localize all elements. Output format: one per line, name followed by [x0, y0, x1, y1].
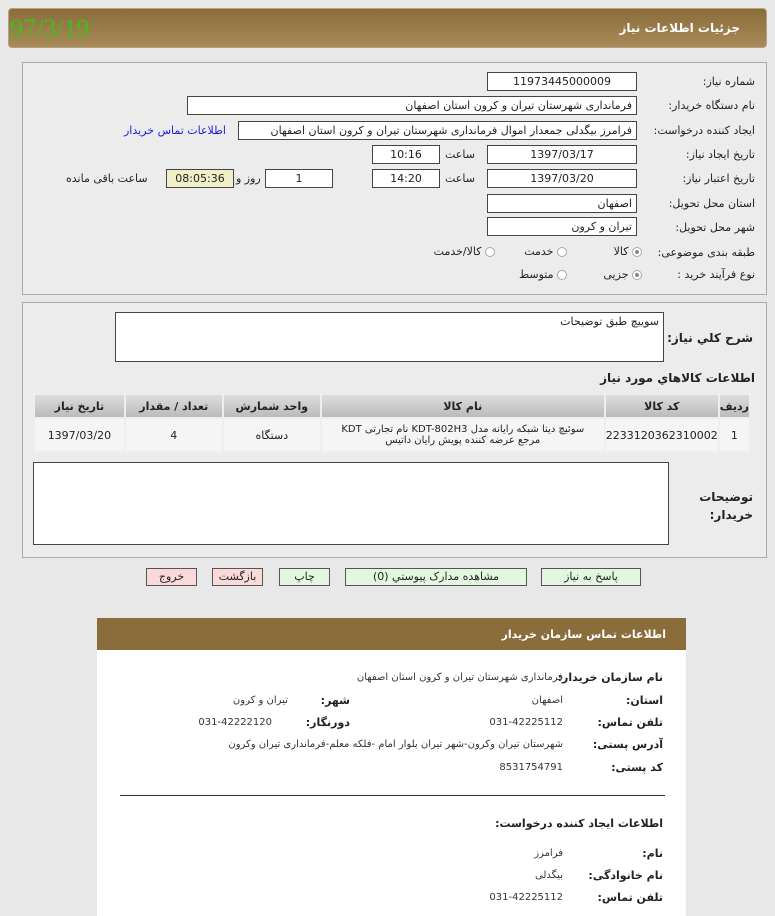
city-label: شهر: — [320, 694, 350, 707]
table-row — [34, 418, 750, 452]
radio-icon — [632, 247, 642, 257]
buyer-org-label: نام دستگاه خریدار: — [668, 99, 755, 112]
hour-label: ساعت — [445, 172, 475, 185]
family-value: بیگدلی — [535, 870, 563, 881]
days-label: روز و — [236, 172, 261, 185]
category-both-radio[interactable] — [434, 245, 495, 258]
created-date-field[interactable]: 1397/03/17 — [487, 145, 637, 164]
divider — [120, 795, 665, 796]
radio-icon — [557, 270, 567, 280]
buyer-contact-link[interactable]: اطلاعات تماس خریدار — [124, 124, 226, 137]
category-label: طبقه بندی موضوعی: — [657, 246, 755, 259]
validity-date-label: تاریخ اعتبار نیاز: — [682, 172, 755, 185]
cell-unit: دستگاه — [223, 418, 321, 452]
buyer-notes-label — [699, 488, 753, 524]
remaining-time: 08:05:36 — [166, 169, 234, 188]
city-label: شهر محل تحویل: — [675, 221, 755, 234]
exit-button[interactable]: خروج — [146, 568, 197, 586]
remaining-label: ساعت باقی مانده — [66, 172, 148, 185]
reply-button[interactable]: پاسخ به نیاز — [541, 568, 641, 586]
col-header: تاریخ نیاز — [34, 394, 125, 418]
process-label: نوع فرآیند خرید : — [677, 268, 755, 281]
fax-label: دورنگار: — [305, 716, 350, 729]
goods-table — [33, 393, 751, 453]
phone-value: 031-42225112 — [489, 717, 563, 728]
radio-label: خدمت — [524, 245, 554, 258]
back-button[interactable]: بازگشت — [212, 568, 263, 586]
province-field[interactable]: اصفهان — [487, 194, 637, 213]
org-label: نام سازمان خریدار: — [557, 671, 663, 684]
col-header: رديف — [719, 394, 750, 418]
goods-section-title: اطلاعات کالاهاي مورد نياز — [600, 371, 755, 385]
city-field[interactable]: تیران و کرون — [487, 217, 637, 236]
cell-item-name: سوئیچ دیتا شبکه رایانه مدل KDT-802H3 نام تجارتی KDT مرجع عرضه کننده پویش رایان داتیس — [321, 418, 605, 452]
days-field[interactable]: 1 — [265, 169, 333, 188]
cell-need-date: 1397/03/20 — [34, 418, 125, 452]
org-value: فرمانداری شهرستان تیران و کرون استان اصفهان — [356, 672, 563, 683]
radio-label: کالا — [613, 245, 629, 258]
category-service-radio[interactable] — [524, 245, 567, 258]
category-goods-radio[interactable] — [614, 245, 642, 258]
page-header — [8, 8, 767, 48]
radio-label: کالا/خدمت — [433, 245, 482, 258]
process-minor-radio[interactable] — [603, 268, 642, 281]
cell-quantity: 4 — [125, 418, 223, 452]
requester-label: ایجاد کننده درخواست: — [653, 124, 755, 137]
radio-icon — [557, 247, 567, 257]
created-date-label: تاریخ ایجاد نیاز: — [685, 148, 755, 161]
province-value: اصفهان — [531, 695, 563, 706]
need-number-label: شماره نیاز: — [702, 75, 755, 88]
col-header: تعداد / مقدار — [125, 394, 223, 418]
radio-label: جزیی — [603, 268, 629, 281]
contact-card-title: اطلاعات تماس سازمان خریدار — [97, 618, 686, 650]
address-value: شهرستان تیران وکرون-شهر تیران بلوار امام -فلکه معلم-فرمانداری تیران وکرون — [228, 739, 563, 750]
validity-date-field[interactable]: 1397/03/20 — [487, 169, 637, 188]
phone-label: تلفن تماس: — [597, 716, 663, 729]
label-line: خریدار: — [709, 508, 753, 522]
validity-time-field[interactable]: 14:20 — [372, 169, 440, 188]
province-label: استان: — [626, 694, 663, 707]
creator-phone-value: 031-42225112 — [489, 892, 563, 903]
print-button[interactable]: چاپ — [279, 568, 330, 586]
address-label: آدرس پستی: — [592, 738, 663, 751]
radio-icon — [485, 247, 495, 257]
col-header: نام کالا — [321, 394, 605, 418]
description-textarea[interactable]: سوییچ طبق توضیحات — [115, 312, 664, 362]
city-value: تیران و کرون — [232, 695, 288, 706]
cell-item-code: 2233120362310002 — [605, 418, 719, 452]
cell-row-number: 1 — [719, 418, 750, 452]
creator-phone-label: تلفن تماس: — [597, 891, 663, 904]
province-label: استان محل تحویل: — [668, 197, 755, 210]
attachments-button[interactable]: مشاهده مدارک پیوستي (0) — [345, 568, 527, 586]
label-line: توضیحات — [699, 490, 753, 504]
created-time-field[interactable]: 10:16 — [372, 145, 440, 164]
requester-field[interactable]: فرامرز بیگدلی جمعدار اموال فرمانداری شهرستان تیران و کرون استان اصفهان — [238, 121, 637, 140]
name-label: نام: — [642, 847, 663, 860]
description-label: شرح کلي نياز: — [667, 331, 753, 345]
fax-value: 031-42222120 — [198, 717, 272, 728]
buyer-notes-textarea[interactable] — [33, 462, 669, 545]
radio-icon — [632, 270, 642, 280]
hour-label: ساعت — [445, 148, 475, 161]
need-number-field[interactable]: 11973445000009 — [487, 72, 637, 91]
date-stamp: 97/3/19 — [10, 14, 90, 43]
family-label: نام خانوادگی: — [588, 869, 663, 882]
table-header-row — [34, 394, 750, 418]
page-title: جزئیات اطلاعات نیاز — [619, 21, 740, 35]
col-header: کد کالا — [605, 394, 719, 418]
name-value: فرامرز — [534, 848, 563, 859]
postal-value: 8531754791 — [499, 762, 563, 773]
process-medium-radio[interactable] — [519, 268, 567, 281]
buyer-org-field[interactable]: فرمانداری شهرستان تیران و کرون استان اصفهان — [187, 96, 637, 115]
creator-section-title: اطلاعات ایجاد کننده درخواست: — [495, 817, 663, 830]
radio-label: متوسط — [518, 268, 554, 281]
postal-label: کد پستی: — [611, 761, 663, 774]
col-header: واحد شمارش — [223, 394, 321, 418]
